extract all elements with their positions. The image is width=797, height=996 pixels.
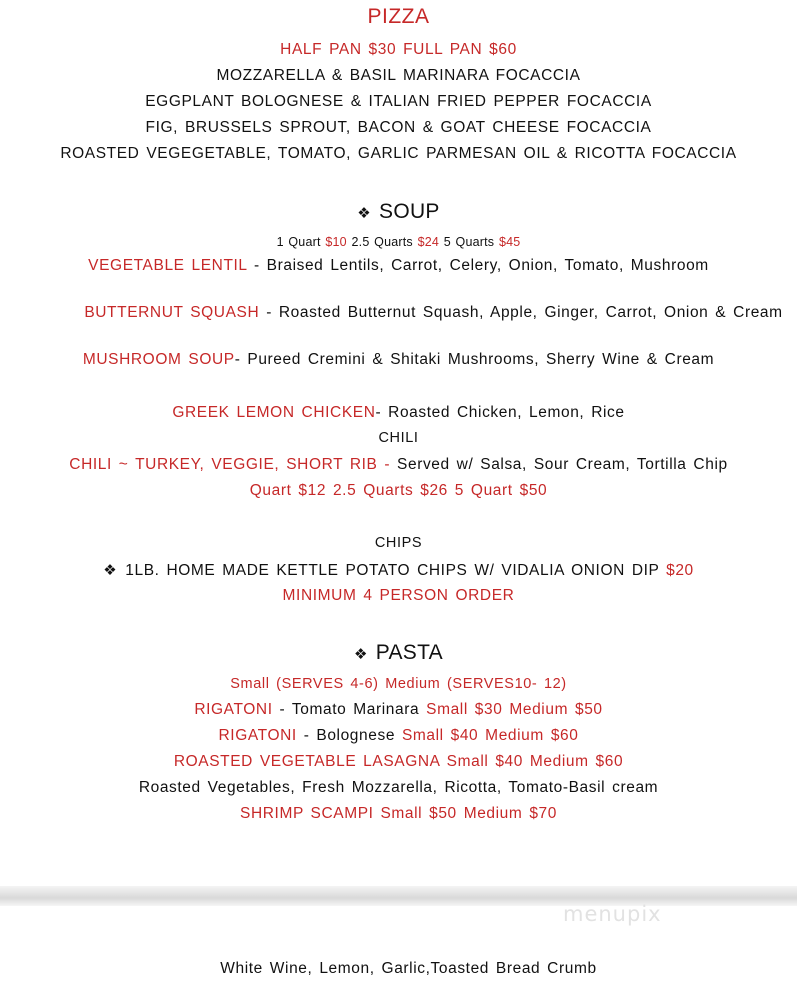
chili-item: [0, 456, 797, 474]
pasta-item-price: Small $40 Medium $60: [401, 727, 579, 744]
diamond-bullet-icon: ❖: [354, 646, 368, 663]
chili-item-desc: Served w/ Salsa, Sour Cream, Tortilla Chip: [390, 456, 728, 473]
chips-item-name: 1LB. HOME MADE KETTLE POTATO CHIPS W/ VIDALIA ONION DIP: [125, 562, 667, 579]
pasta-item-desc: White Wine, Lemon, Garlic,Toasted Bread Crumb: [220, 960, 597, 977]
pasta-item-name: ROASTED VEGETABLE LASAGNA Small $40 Medium $60: [173, 753, 624, 770]
soup-size-label: 5 Quarts: [443, 235, 495, 249]
pizza-item: MOZZARELLA & BASIL MARINARA FOCACCIA: [216, 67, 581, 84]
pasta-item-desc: - Bolognese: [296, 727, 402, 744]
pizza-heading: PIZZA: [367, 5, 430, 28]
chili-item-name: CHILI ~ TURKEY, VEGGIE, SHORT RIB -: [69, 456, 391, 473]
chili-price-line: Quart $12 2.5 Quarts $26 5 Quart $50: [249, 482, 548, 499]
soup-item: [35, 304, 797, 322]
watermark: menupix: [563, 902, 662, 926]
soup-size-label: 2.5 Quarts: [351, 235, 413, 249]
chips-heading: CHIPS: [374, 535, 423, 551]
pizza-price-line: HALF PAN $30 FULL PAN $60: [280, 41, 517, 58]
soup-item: [0, 257, 797, 275]
pizza-item: EGGPLANT BOLOGNESE & ITALIAN FRIED PEPPER FOCACCIA: [145, 93, 652, 110]
pasta-item-desc: - Tomato Marinara: [272, 701, 427, 718]
soup-heading: [0, 200, 797, 224]
soup-sizes: [0, 235, 797, 249]
pasta-item: [0, 701, 797, 719]
pasta-heading: [0, 641, 797, 665]
pizza-item: FIG, BRUSSELS SPROUT, BACON & GOAT CHEESE FOCACCIA: [145, 119, 652, 136]
soup-item-desc: - Roasted Chicken, Lemon, Rice: [375, 404, 625, 421]
chips-item: [0, 561, 797, 580]
page-break-divider: [0, 886, 797, 906]
pasta-item-price: Small $30 Medium $50: [426, 701, 603, 718]
soup-item: [0, 404, 797, 422]
soup-size-price: $45: [498, 235, 521, 249]
soup-size-price: $24: [417, 235, 440, 249]
soup-item-name: BUTTERNUT SQUASH: [84, 304, 260, 321]
chili-heading: CHILI: [378, 430, 419, 446]
pasta-item-name: RIGATONI: [218, 727, 297, 744]
soup-item: [0, 351, 797, 369]
pasta-item: [0, 727, 797, 745]
soup-item-desc: - Roasted Butternut Squash, Apple, Ginger, Carrot, Onion & Cream: [259, 304, 783, 321]
soup-item-desc: - Pureed Cremini & Shitaki Mushrooms, Sherry Wine & Cream: [234, 351, 715, 368]
diamond-bullet-icon: ❖: [357, 205, 372, 222]
soup-size-price: $10: [325, 235, 347, 249]
pasta-item-desc: Roasted Vegetables, Fresh Mozzarella, Ricotta, Tomato-Basil cream: [138, 779, 659, 796]
pasta-sizes-line: Small (SERVES 4-6) Medium (SERVES10- 12): [230, 676, 567, 692]
soup-item-name: MUSHROOM SOUP: [82, 351, 235, 368]
diamond-bullet-icon: ❖: [103, 562, 118, 579]
soup-heading-text: SOUP: [379, 200, 440, 223]
pizza-item: ROASTED VEGEGETABLE, TOMATO, GARLIC PARMESAN OIL & RICOTTA FOCACCIA: [60, 145, 737, 162]
soup-item-desc: - Braised Lentils, Carrot, Celery, Onion, Tomato, Mushroom: [247, 257, 709, 274]
pasta-item-name: RIGATONI: [194, 701, 273, 718]
soup-size-label: 1 Quart: [276, 235, 321, 249]
pasta-heading-text: PASTA: [375, 641, 443, 664]
soup-item-name: GREEK LEMON CHICKEN: [172, 404, 376, 421]
chips-item-price: $20: [666, 562, 694, 579]
soup-item-name: VEGETABLE LENTIL: [88, 257, 248, 274]
chips-note: MINIMUM 4 PERSON ORDER: [282, 587, 515, 604]
pasta-item-name: SHRIMP SCAMPI Small $50 Medium $70: [240, 805, 557, 822]
